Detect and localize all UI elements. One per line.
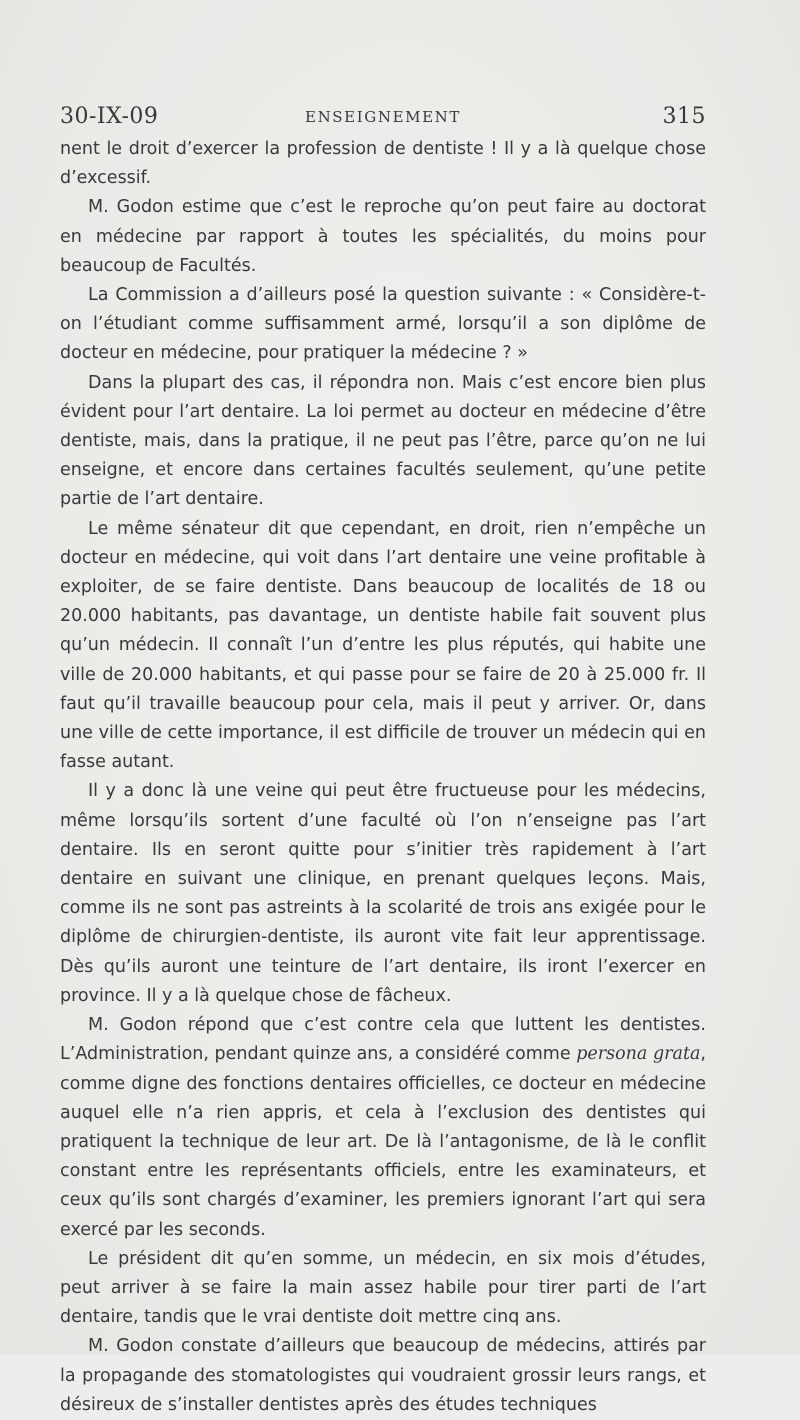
page-number: 315 xyxy=(662,104,706,129)
text-run: , comme digne des fonctions dentaires officielles, ce docteur en médecine auquel elle n’a rien appris, et cela à l’exclusion des dentistes qui pratiquent la technique de leur art. De là l’antagonisme, de là le conflit constant entre les représentants officiels, entre les examinateurs, et ceux qu’ils sont chargés d’examiner, les premiers ignorant l’art qui sera exercé par les seconds. xyxy=(60,1044,706,1240)
text-run: M. Godon répond que c’est contre cela que luttent les dentistes. L’Administration, pendant quinze ans, a considéré comme xyxy=(60,1015,706,1065)
paragraph: M. Godon estime que c’est le reproche qu’on peut faire au doctorat en médecine par rapport à toutes les spécialités, du moins pour beaucoup de Facultés. xyxy=(60,197,706,276)
italic-phrase: persona grata xyxy=(576,1044,701,1065)
header-date: 30-IX-09 xyxy=(60,104,159,129)
paragraph: Dans la plupart des cas, il répondra non. Mais c’est encore bien plus évident pour l’art dentaire. La loi permet au docteur en médecine d’être dentiste, mais, dans la pratique, il ne peut pas l’être, parce qu’on ne lui enseigne, et encore dans certaines facultés seulement, qu’une petite partie de l’art dentaire. xyxy=(60,372,706,510)
paragraph: Le président dit qu’en somme, un médecin, en six mois d’études, peut arriver à se faire la main assez habile pour tirer parti de l’art dentaire, tandis que le vrai dentiste doit mettre cinq ans. xyxy=(60,1248,706,1328)
paragraph: La Commission a d’ailleurs posé la question suivante : « Considère-t-on l’étudiant comme suffisamment armé, lorsqu’il a son diplôme de docteur en médecine, pour pratiquer la médecine ? » xyxy=(60,285,706,364)
header-title: ENSEIGNEMENT xyxy=(305,108,461,126)
body-text xyxy=(60,135,706,1420)
paragraph-persona-grata xyxy=(60,1011,706,1245)
paragraph-continuation: nent le droit d’exercer la profession de dentiste ! Il y a là quelque chose d’excessif. xyxy=(60,139,706,189)
paragraph: Le même sénateur dit que cependant, en droit, rien n’empêche un docteur en médecine, qui voit dans l’art dentaire une veine profitable à exploiter, de se faire dentiste. Dans beaucoup de localités de 18 ou 20.000 habitants, pas davantage, un dentiste habile fait souvent plus qu’un médecin. Il connaît l’un d’entre les plus réputés, qui habite une ville de 20.000 habitants, et qui passe pour se faire de 20 à 25.000 fr. Il faut qu’il travaille beaucoup pour cela, mais il peut y arriver. Or, dans une ville de cette importance, il est difficile de trouver un médecin qui en fasse autant. xyxy=(60,518,706,773)
running-head xyxy=(60,104,706,134)
paragraph: M. Godon constate d’ailleurs que beaucoup de médecins, attirés par la propagande des stomatologistes qui voudraient grossir leurs rangs, et désireux de s’installer dentistes après des études techniques xyxy=(60,1336,706,1415)
paragraph: Il y a donc là une veine qui peut être fructueuse pour les médecins, même lorsqu’ils sortent d’une faculté où l’on n’enseigne pas l’art dentaire. Ils en seront quitte pour s’initier très rapidement à l’art dentaire en suivant une clinique, en prenant quelques leçons. Mais, comme ils ne sont pas astreints à la scolarité de trois ans exigée pour le diplôme de chirurgien-dentiste, ils auront vite fait leur apprentissage. Dès qu’ils auront une teinture de l’art dentaire, ils iront l’exercer en province. Il y a là quelque chose de fâcheux. xyxy=(60,781,706,1006)
